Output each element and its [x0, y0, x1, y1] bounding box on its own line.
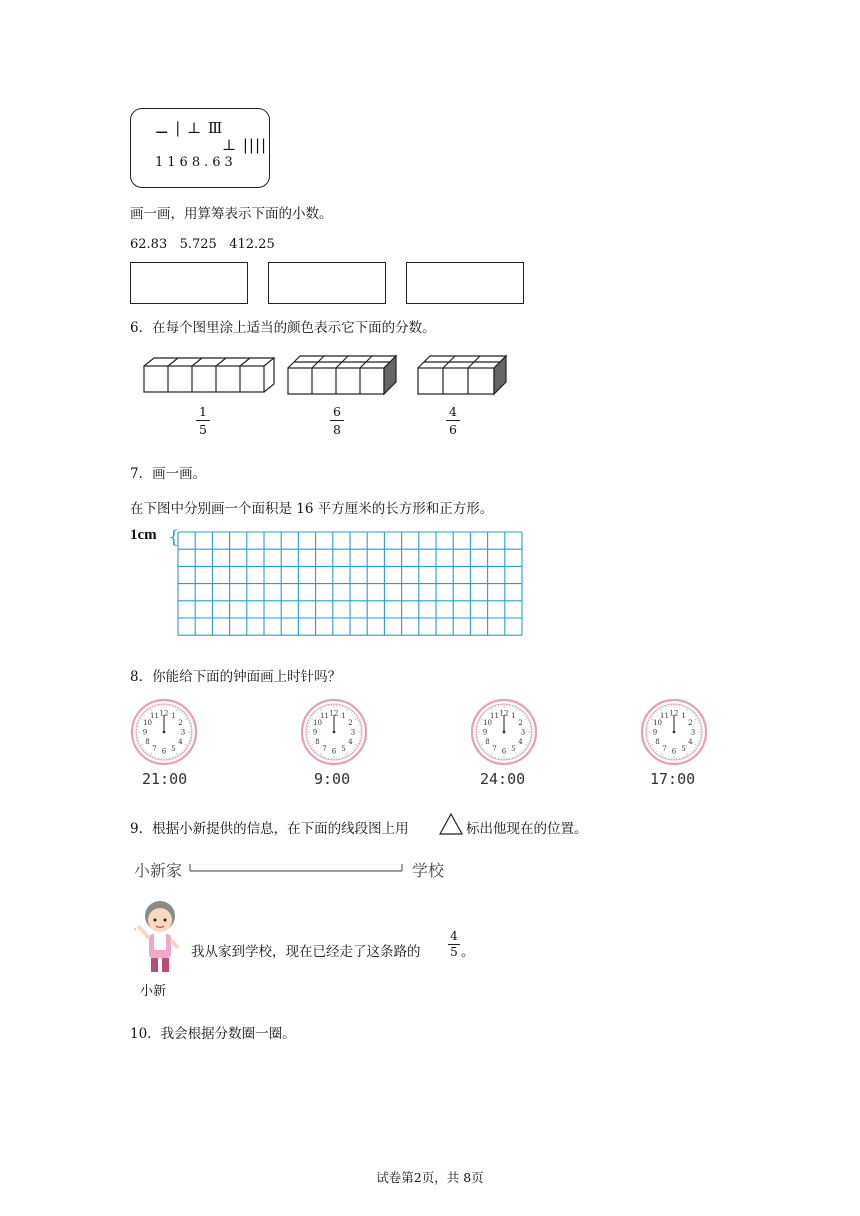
fraction-2-numerator: 6 — [333, 404, 341, 419]
svg-text:2: 2 — [348, 719, 353, 727]
svg-text:6: 6 — [161, 747, 167, 756]
cube-block-3 — [418, 356, 506, 394]
svg-text:7: 7 — [322, 744, 327, 753]
svg-text:1: 1 — [681, 712, 686, 721]
square-grid[interactable] — [176, 530, 524, 646]
svg-text:12: 12 — [669, 709, 679, 718]
svg-text:5: 5 — [511, 744, 516, 753]
segment-line[interactable] — [188, 860, 410, 878]
q7-instruction: 在下图中分别画一个面积是 16 平方厘米的长方形和正方形。 — [130, 501, 494, 517]
answer-box-3[interactable] — [406, 262, 524, 304]
cube-row-1 — [144, 358, 274, 392]
triangle-icon — [438, 812, 464, 836]
q8-title: 8．你能给下面的钟面画上时针吗？ — [130, 669, 342, 685]
rod-numerals-top: ⚊ | ⊥ Ⅲ — [155, 119, 224, 137]
q9-title-start: 9．根据小新提供的信息，在下面的线段图上用 — [130, 821, 409, 837]
clock-time-4: 17:00 — [650, 770, 696, 788]
svg-text:10: 10 — [483, 719, 493, 727]
cube-block-2 — [288, 356, 396, 394]
boy-character-illustration — [130, 896, 186, 980]
svg-text:9: 9 — [142, 728, 148, 737]
svg-text:6: 6 — [501, 747, 507, 756]
svg-text:11: 11 — [320, 712, 329, 721]
q5-decimals: 62.83 5.725 412.25 — [130, 237, 275, 252]
svg-text:12: 12 — [329, 709, 339, 718]
q7-title: 7．画一画。 — [130, 466, 207, 482]
svg-text:1: 1 — [511, 712, 516, 721]
clock-face-4[interactable] — [640, 698, 708, 766]
q6-title: 6．在每个图里涂上适当的颜色表示它下面的分数。 — [130, 320, 436, 336]
clock-time-3: 24:00 — [480, 770, 526, 788]
svg-text:5: 5 — [171, 744, 176, 753]
svg-text:': ' — [134, 927, 137, 936]
svg-text:3: 3 — [350, 728, 356, 737]
clock-face-1[interactable] — [130, 698, 198, 766]
grid-unit-label: 1cm — [130, 527, 157, 543]
fraction-2 — [330, 404, 344, 437]
svg-text:9: 9 — [312, 728, 318, 737]
svg-text:3: 3 — [690, 728, 696, 737]
q9-title-end: 标出他现在的位置。 — [466, 821, 588, 837]
page-footer: 试卷第2页，共 8页 — [376, 1170, 484, 1185]
svg-text:1: 1 — [171, 712, 176, 721]
q5-instruction: 画一画，用算筹表示下面的小数。 — [130, 206, 333, 222]
character-name: 小新 — [140, 984, 167, 999]
fraction-1-bar — [196, 420, 210, 421]
fraction-1-denominator: 5 — [199, 422, 207, 437]
svg-text:2: 2 — [518, 719, 523, 727]
character-speech-end: 。 — [461, 944, 475, 960]
svg-text:6: 6 — [671, 747, 677, 756]
speech-fraction-numerator: 4 — [450, 929, 458, 943]
svg-text:9: 9 — [652, 728, 658, 737]
svg-text:11: 11 — [660, 712, 669, 721]
fraction-2-bar — [330, 420, 344, 421]
svg-text:4: 4 — [178, 738, 183, 746]
fraction-3-bar — [446, 420, 460, 421]
svg-text:3: 3 — [180, 728, 186, 737]
svg-text:8: 8 — [485, 738, 490, 746]
svg-text:7: 7 — [152, 744, 157, 753]
svg-text:12: 12 — [499, 709, 509, 718]
svg-text:10: 10 — [653, 719, 663, 727]
clock-face-2[interactable] — [300, 698, 368, 766]
svg-text:2: 2 — [178, 719, 183, 727]
svg-text:1: 1 — [341, 712, 346, 721]
rod-example-number: 1168.63 — [155, 155, 237, 170]
svg-text:6: 6 — [331, 747, 337, 756]
svg-text:2: 2 — [688, 719, 693, 727]
svg-text:10: 10 — [313, 719, 323, 727]
clock-time-2: 9:00 — [314, 770, 351, 788]
svg-text:5: 5 — [341, 744, 346, 753]
svg-text:3: 3 — [520, 728, 526, 737]
speech-fraction-denominator: 5 — [450, 945, 458, 959]
fraction-1 — [196, 404, 210, 437]
q6-cube-figures — [138, 350, 518, 402]
svg-text:5: 5 — [681, 744, 686, 753]
clock-time-1: 21:00 — [142, 770, 188, 788]
fraction-2-denominator: 8 — [333, 422, 341, 437]
svg-text:12: 12 — [159, 709, 169, 718]
speech-fraction — [448, 930, 460, 959]
svg-text:4: 4 — [688, 738, 693, 746]
fraction-3-denominator: 6 — [449, 422, 457, 437]
svg-text:11: 11 — [490, 712, 499, 721]
svg-text:7: 7 — [492, 744, 497, 753]
svg-text:10: 10 — [143, 719, 153, 727]
svg-text:8: 8 — [655, 738, 660, 746]
svg-text:7: 7 — [662, 744, 667, 753]
fraction-3-numerator: 4 — [449, 404, 457, 419]
clock-face-3[interactable] — [470, 698, 538, 766]
line-end-label: 学校 — [412, 861, 445, 880]
fraction-3 — [446, 404, 460, 437]
q10-title: 10．我会根据分数圈一圈。 — [130, 1026, 296, 1042]
svg-text:9: 9 — [482, 728, 488, 737]
character-speech: 我从家到学校，现在已经走了这条路的 — [191, 944, 421, 960]
svg-text:8: 8 — [315, 738, 320, 746]
line-start-label: 小新家 — [134, 861, 183, 880]
svg-text:4: 4 — [348, 738, 353, 746]
answer-box-1[interactable] — [130, 262, 248, 304]
svg-text:4: 4 — [518, 738, 523, 746]
rod-numerals-bottom: ⊥ |||| — [222, 136, 268, 154]
svg-text:11: 11 — [150, 712, 159, 721]
svg-text:8: 8 — [145, 738, 150, 746]
fraction-1-numerator: 1 — [199, 404, 207, 419]
answer-box-2[interactable] — [268, 262, 386, 304]
grid-unit-brace: { — [168, 527, 180, 548]
